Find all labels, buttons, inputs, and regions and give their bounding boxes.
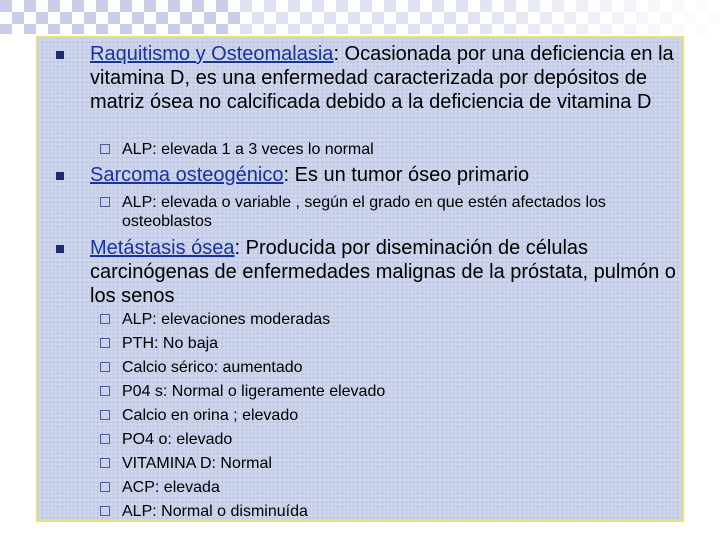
separator: : [234, 237, 241, 259]
description: Es un tumor óseo primario [289, 164, 530, 186]
hollow-square-bullet-icon [100, 458, 110, 468]
sub-bullet-text: P04 s: Normal o ligeramente elevado [122, 383, 386, 400]
separator: : [333, 43, 339, 65]
hollow-square-bullet-icon [100, 386, 110, 396]
sub-bullet-text: PTH: No baja [122, 335, 219, 352]
sub-bullet-text: ALP: elevada 1 a 3 veces lo normal [122, 141, 374, 158]
bullet-text [90, 236, 676, 308]
square-bullet-icon [56, 172, 64, 180]
square-bullet-icon [56, 51, 64, 59]
description: Ocasionada por una deficiencia en la vitamina D, es una enfermedad caracterizada por depósitos de matriz ósea no calcificada debido a la deficiencia de vitamina D [90, 43, 674, 113]
sub-bullet-text: PO4 o: elevado [122, 431, 233, 448]
bullet-text [90, 42, 676, 114]
sub-bullet-text: ACP: elevada [122, 479, 220, 496]
hollow-square-bullet-icon [100, 338, 110, 348]
hollow-square-bullet-icon [100, 144, 110, 154]
checkered-header-pattern [0, 0, 720, 34]
description: Producida por diseminación de células carcinógenas de enfermedades malignas de la próstata, pulmón o los senos [90, 237, 676, 307]
sub-bullet-text: Calcio sérico: aumentado [122, 359, 303, 376]
square-bullet-icon [56, 245, 64, 253]
sub-bullet-text: ALP: Normal o disminuída [122, 503, 308, 520]
term-label: Raquitismo y Osteomalasia [90, 43, 334, 65]
hollow-square-bullet-icon [100, 482, 110, 492]
content-panel [36, 36, 684, 522]
hollow-square-bullet-icon [100, 362, 110, 372]
hollow-square-bullet-icon [100, 314, 110, 324]
hollow-square-bullet-icon [100, 197, 110, 207]
hollow-square-bullet-icon [100, 506, 110, 516]
hollow-square-bullet-icon [100, 410, 110, 420]
sub-bullet-text: Calcio en orina ; elevado [122, 407, 299, 424]
separator: : [283, 164, 290, 186]
term-label: Metástasis ósea [90, 237, 235, 259]
term-label: Sarcoma osteogénico [90, 164, 284, 186]
hollow-square-bullet-icon [100, 434, 110, 444]
sub-bullet-text: ALP: elevada o variable , según el grado en que estén afectados los osteoblastos [122, 194, 606, 230]
sub-bullet-text: ALP: elevaciones moderadas [122, 311, 331, 328]
bullet-text [90, 163, 676, 187]
sub-bullet-text: VITAMINA D: Normal [122, 455, 272, 472]
